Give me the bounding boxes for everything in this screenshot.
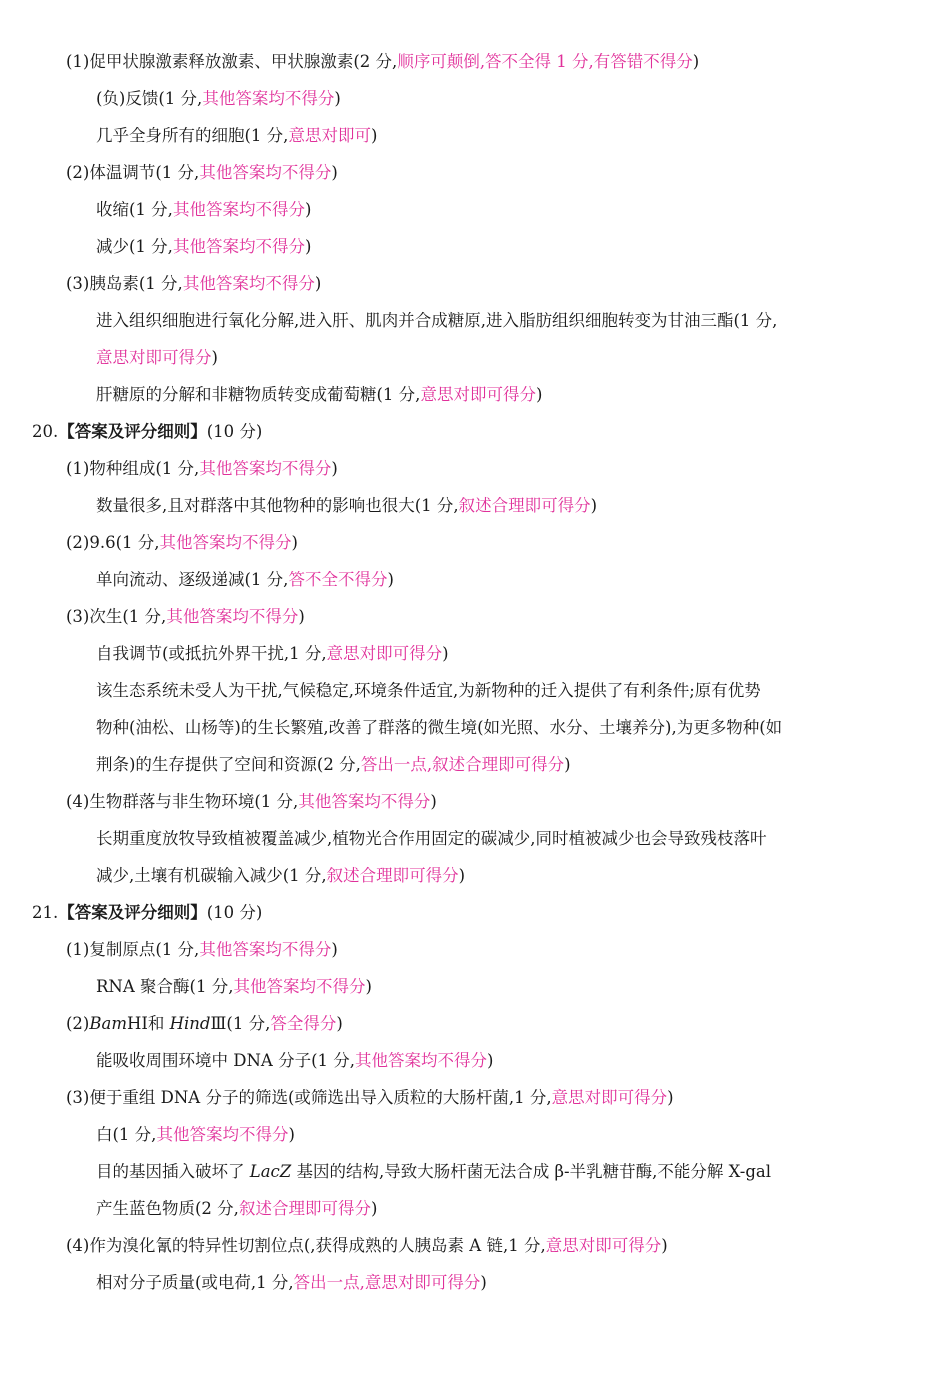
answer-text: Hind: [169, 1014, 211, 1033]
scoring-note: 其他答案均不得分: [199, 940, 332, 959]
scoring-note: 其他答案均不得分: [159, 533, 292, 552]
scoring-note: 意思对即可得分: [326, 644, 443, 663]
scoring-note: 其他答案均不得分: [182, 274, 315, 293]
answer-text: 收缩(1 分,: [96, 200, 173, 219]
scoring-note: 其他答案均不得分: [233, 977, 366, 996]
answer-text: (4)作为溴化氰的特异性切割位点(,获得成熟的人胰岛素 A 链,1 分,: [66, 1236, 546, 1255]
answer-text: ): [692, 52, 700, 71]
answer-text: 白(1 分,: [96, 1125, 157, 1144]
answer-text: 该生态系统未受人为干扰,气候稳定,环境条件适宜,为新物种的迁入提供了有利条件;原有优势: [96, 681, 761, 700]
answer-text: Bam: [89, 1014, 127, 1033]
scoring-note: 答全得分: [270, 1014, 337, 1033]
scoring-note: 叙述合理即可得分: [458, 496, 591, 515]
scoring-note: 其他答案均不得分: [199, 459, 332, 478]
answer-line: [96, 1123, 295, 1147]
answer-text: (2)9.6(1 分,: [66, 533, 160, 552]
answer-text: (3)胰岛素(1 分,: [66, 274, 183, 293]
answer-text: ): [387, 570, 394, 589]
answer-text: 基因的结构,导致大肠杆菌无法合成 β-半乳糖苷酶,不能分解 X-gal: [291, 1162, 771, 1181]
scoring-note: 叙述合理即可得分: [326, 866, 459, 885]
answer-line: [66, 938, 338, 962]
answer-line: [96, 383, 542, 407]
scoring-note: 答出一点,意思对即可得分: [293, 1273, 481, 1292]
heading-label: 【答案及评分细则】: [58, 903, 207, 922]
answer-text: (3)便于重组 DNA 分子的筛选(或筛选出导入质粒的大肠杆菌,1 分,: [66, 1088, 552, 1107]
scoring-note: 答不全不得分: [288, 570, 388, 589]
answer-line: [96, 1160, 771, 1184]
section-heading: [32, 420, 262, 444]
answer-text: ): [291, 533, 298, 552]
answer-line: [96, 568, 394, 592]
answer-text: 数量很多,且对群落中其他物种的影响也很大(1 分,: [96, 496, 459, 515]
answer-text: ): [336, 1014, 343, 1033]
answer-line: [96, 753, 571, 777]
answer-text: 荆条)的生存提供了空间和资源(2 分,: [96, 755, 361, 774]
scoring-note: 其他答案均不得分: [355, 1051, 487, 1070]
answer-text: ): [211, 348, 218, 367]
answer-text: (10 分): [206, 422, 263, 441]
answer-text: 长期重度放牧导致植被覆盖减少,植物光合作用固定的碳减少,同时植被减少也会导致残枝落叶: [96, 829, 767, 848]
answer-text: (2): [66, 1014, 90, 1033]
answer-line: [96, 864, 465, 888]
answer-text: (10 分): [206, 903, 263, 922]
answer-line: [96, 124, 377, 148]
answer-line: [66, 1012, 343, 1036]
answer-line: [66, 605, 305, 629]
answer-line: [66, 531, 298, 555]
scoring-note: 其他答案均不得分: [298, 792, 431, 811]
answer-text: ): [314, 274, 322, 293]
answer-text: ): [590, 496, 598, 515]
scoring-note: 意思对即可得分: [96, 348, 212, 367]
answer-text: 减少,土壤有机碳输入减少(1 分,: [96, 866, 327, 885]
answer-line: [96, 87, 341, 111]
answer-text: 20.: [32, 422, 59, 441]
answer-text: ): [304, 200, 312, 219]
answer-text: (2)体温调节(1 分,: [66, 163, 200, 182]
answer-text: Ⅲ(1 分,: [210, 1014, 271, 1033]
scoring-note: 其他答案均不得分: [202, 89, 335, 108]
answer-text: 相对分子质量(或电荷,1 分,: [96, 1273, 294, 1292]
answer-text: (1)促甲状腺激素释放激素、甲状腺激素(2 分,: [66, 52, 398, 71]
answer-text: ): [331, 459, 338, 478]
answer-text: ): [487, 1051, 494, 1070]
answer-text: LacZ: [249, 1162, 292, 1181]
answer-text: 单向流动、逐级递减(1 分,: [96, 570, 289, 589]
answer-text: 产生蓝色物质(2 分,: [96, 1199, 239, 1218]
scoring-note: 叙述合理即可得分: [238, 1199, 371, 1218]
section-heading: [32, 901, 262, 925]
answer-line: [96, 827, 767, 851]
answer-text: (1)复制原点(1 分,: [66, 940, 200, 959]
scoring-note: 意思对即可得分: [420, 385, 536, 404]
scoring-note: 意思对即可: [288, 126, 371, 145]
answer-line: [96, 1271, 487, 1295]
answer-text: 21.: [32, 903, 59, 922]
scoring-note: 其他答案均不得分: [199, 163, 332, 182]
answer-text: 自我调节(或抵抗外界干扰,1 分,: [96, 644, 327, 663]
answer-line: [66, 161, 338, 185]
answer-text: ): [304, 237, 312, 256]
answer-text: (负)反馈(1 分,: [96, 89, 203, 108]
answer-text: ): [331, 940, 338, 959]
answer-text: ): [667, 1088, 674, 1107]
answer-text: ): [535, 385, 543, 404]
scoring-note: 其他答案均不得分: [172, 237, 305, 256]
answer-line: [66, 50, 699, 74]
answer-text: ): [442, 644, 449, 663]
scoring-note: 意思对即可得分: [545, 1236, 662, 1255]
answer-text: (1)物种组成(1 分,: [66, 459, 200, 478]
answer-line: [96, 309, 777, 333]
answer-text: ): [331, 163, 338, 182]
answer-line: [66, 272, 321, 296]
answer-line: [96, 975, 372, 999]
answer-text: ): [334, 89, 341, 108]
scoring-note: 其他答案均不得分: [166, 607, 299, 626]
answer-line: [96, 494, 597, 518]
answer-text: ): [661, 1236, 668, 1255]
answer-text: RNA 聚合酶(1 分,: [96, 977, 234, 996]
answer-text: ): [458, 866, 466, 885]
heading-label: 【答案及评分细则】: [58, 422, 207, 441]
answer-line: [96, 346, 218, 370]
answer-text: 几乎全身所有的细胞(1 分,: [96, 126, 289, 145]
answer-text: 能吸收周围环境中 DNA 分子(1 分,: [96, 1051, 355, 1070]
scoring-note: 其他答案均不得分: [172, 200, 305, 219]
answer-text: ): [564, 755, 571, 774]
answer-line: [96, 679, 761, 703]
answer-text: ): [298, 607, 305, 626]
answer-text: ): [370, 1199, 378, 1218]
answer-text: (4)生物群落与非生物环境(1 分,: [66, 792, 299, 811]
answer-text: ): [430, 792, 437, 811]
answer-text: ): [480, 1273, 487, 1292]
answer-line: [66, 1234, 668, 1258]
answer-text: 减少(1 分,: [96, 237, 173, 256]
answer-text: 肝糖原的分解和非糖物质转变成葡萄糖(1 分,: [96, 385, 421, 404]
answer-text: ): [365, 977, 372, 996]
answer-line: [66, 457, 338, 481]
scoring-note: 其他答案均不得分: [156, 1125, 289, 1144]
scoring-note: 顺序可颠倒,答不全得 1 分,有答错不得分: [397, 52, 693, 71]
answer-line: [96, 235, 311, 259]
answer-line: [96, 1049, 493, 1073]
answer-text: 物种(油松、山杨等)的生长繁殖,改善了群落的微生境(如光照、水分、土壤养分),为更多物种(如: [96, 718, 783, 737]
scoring-note: 答出一点,叙述合理即可得分: [360, 755, 565, 774]
answer-line: [96, 642, 449, 666]
answer-line: [96, 1197, 377, 1221]
answer-text: 进入组织细胞进行氧化分解,进入肝、肌肉并合成糖原,进入脂肪组织细胞转变为甘油三酯(1 分,: [96, 311, 778, 330]
answer-line: [96, 198, 311, 222]
answer-line: [66, 1086, 674, 1110]
answer-line: [66, 790, 437, 814]
answer-text: (3)次生(1 分,: [66, 607, 167, 626]
scoring-note: 意思对即可得分: [551, 1088, 668, 1107]
answer-text: ): [288, 1125, 295, 1144]
answer-text: 目的基因插入破坏了: [96, 1162, 250, 1181]
answer-text: ): [370, 126, 378, 145]
answer-text: HⅠ和: [126, 1014, 170, 1033]
answer-line: [96, 716, 782, 740]
